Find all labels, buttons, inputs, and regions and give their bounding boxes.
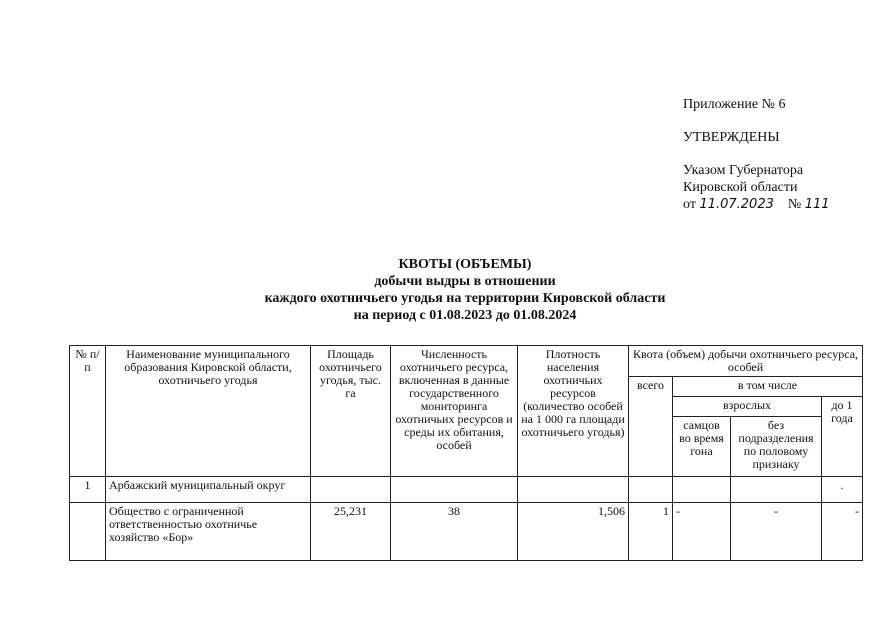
header-adults: взрослых xyxy=(673,397,822,417)
district-mark: . xyxy=(822,477,863,503)
row-count: 38 xyxy=(391,503,518,561)
document-title xyxy=(0,256,896,324)
title-line-3: каждого охотничьего угодья на территории Кировской области xyxy=(264,291,666,306)
header-count: Численность охотничьего ресурса, включенная в данные государственного мониторинга охотничьих ресурсов и среды их обитания, особей xyxy=(391,346,518,477)
district-name: Арбажский муниципальный округ xyxy=(106,477,311,503)
row-nosex: - xyxy=(731,503,822,561)
header-num: № п/п xyxy=(70,346,106,477)
date-prefix: от xyxy=(683,197,696,212)
decree-number: 111 xyxy=(804,197,830,212)
number-prefix: № xyxy=(787,197,802,212)
district-row xyxy=(70,477,863,503)
decree-date: 11.07.2023 xyxy=(699,197,774,212)
approved-label: УТВЕРЖДЕНЫ xyxy=(683,130,780,145)
approval-block xyxy=(683,96,830,213)
decree-line-1: Указом Губернатора xyxy=(683,163,804,178)
header-under1: до 1 года xyxy=(822,397,863,477)
header-nosex: без подразделения по половому признаку xyxy=(731,417,822,477)
header-total: всего xyxy=(629,377,673,477)
decree-line-2: Кировской области xyxy=(683,180,798,195)
title-line-4: на период с 01.08.2023 до 01.08.2024 xyxy=(353,308,577,323)
row-total: 1 xyxy=(629,503,673,561)
row-density: 1,506 xyxy=(518,503,629,561)
header-including: в том числе xyxy=(673,377,863,397)
table-row xyxy=(70,503,863,561)
header-quota: Квота (объем) добычи охотничьего ресурса, особей xyxy=(629,346,863,377)
title-line-2: добычи выдры в отношении xyxy=(374,274,556,289)
header-males: самцов во время гона xyxy=(673,417,731,477)
header-name: Наименование муниципального образования Кировской области, охотничьего угодья xyxy=(106,346,311,477)
quota-table xyxy=(69,345,863,561)
header-area: Площадь охотничьего угодья, тыс. га xyxy=(311,346,391,477)
row-name: Общество с ограниченной ответственностью охотничье хозяйство «Бор» xyxy=(106,503,311,561)
row-under1: - xyxy=(822,503,863,561)
decree-date-line xyxy=(683,196,830,213)
appendix-label: Приложение № 6 xyxy=(683,97,786,112)
header-density: Плотность населения охотничьих ресурсов (количество особей на 1 000 га площади охотничьего угодья) xyxy=(518,346,629,477)
title-line-1: КВОТЫ (ОБЪЕМЫ) xyxy=(398,257,532,272)
row-males: - xyxy=(673,503,731,561)
row-area: 25,231 xyxy=(311,503,391,561)
district-num: 1 xyxy=(70,477,106,503)
